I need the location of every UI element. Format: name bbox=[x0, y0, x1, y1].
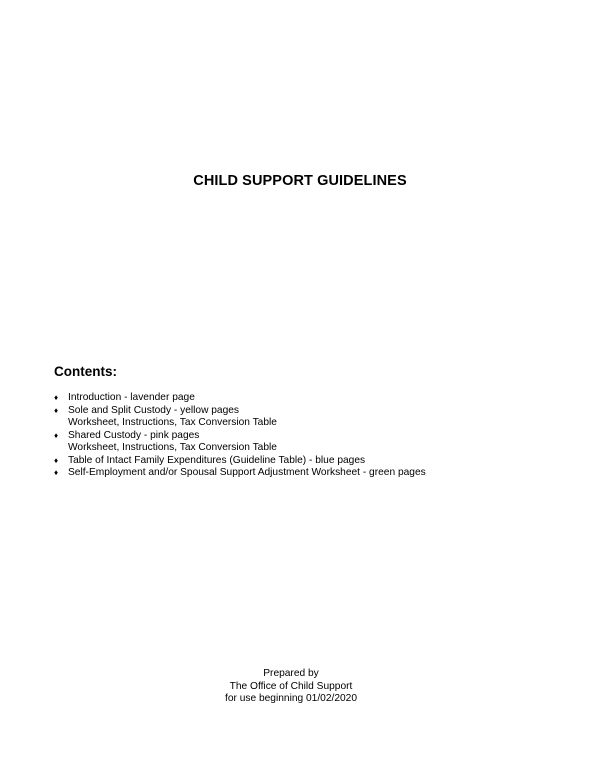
list-item-subtext: Worksheet, Instructions, Tax Conversion Table bbox=[68, 417, 277, 428]
list-item-text: Table of Intact Family Expenditures (Guideline Table) - blue pages bbox=[68, 454, 366, 466]
footer-line-prepared-by: Prepared by bbox=[263, 668, 319, 679]
diamond-bullet-icon: ♦ bbox=[54, 455, 59, 465]
list-item bbox=[54, 467, 426, 480]
list-item-text: Self-Employment and/or Spousal Support Adjustment Worksheet - green pages bbox=[68, 467, 426, 478]
list-item-text: Introduction - lavender page bbox=[68, 392, 195, 403]
diamond-bullet-icon: ♦ bbox=[54, 468, 59, 477]
diamond-bullet-icon: ♦ bbox=[54, 430, 59, 440]
footer-line-effective-date: for use beginning 01/02/2020 bbox=[225, 693, 357, 704]
document-title: CHILD SUPPORT GUIDELINES bbox=[193, 173, 407, 189]
contents-list bbox=[54, 392, 426, 480]
list-item bbox=[54, 455, 426, 468]
contents-heading: Contents: bbox=[54, 364, 117, 379]
list-item bbox=[54, 392, 426, 405]
prepared-by-footer bbox=[190, 668, 392, 706]
list-item bbox=[54, 430, 426, 455]
list-item-subtext: Worksheet, Instructions, Tax Conversion Table bbox=[68, 442, 277, 453]
list-item bbox=[54, 405, 426, 430]
diamond-bullet-icon: ♦ bbox=[54, 393, 59, 402]
list-item-text: Sole and Split Custody - yellow pages bbox=[68, 404, 240, 416]
list-item-text: Shared Custody - pink pages bbox=[68, 429, 200, 441]
footer-line-office: The Office of Child Support bbox=[229, 680, 353, 692]
diamond-bullet-icon: ♦ bbox=[54, 405, 59, 415]
